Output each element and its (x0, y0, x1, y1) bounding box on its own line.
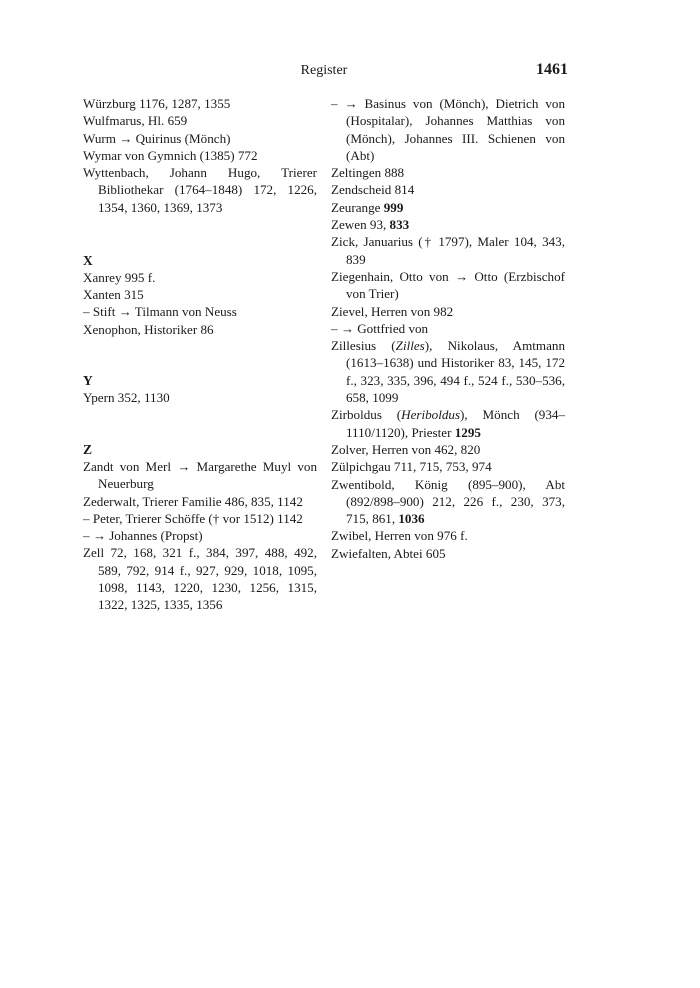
index-entry (331, 216, 565, 233)
index-entry: – → Johannes (Propst) (83, 528, 203, 544)
index-entry: Ziegenhain, Otto von → Otto (Erzbischof von Trier) (331, 268, 565, 302)
page-number: 1461 (536, 61, 568, 78)
entry-text: Zillesius ( (331, 338, 396, 354)
section-letter-x: X (83, 252, 93, 268)
index-column-right (331, 95, 565, 562)
index-entry: Xanrey 995 f. (83, 269, 156, 285)
index-entry: Xanten 315 (83, 287, 144, 303)
bold-page-ref: 833 (389, 217, 410, 233)
section-letter-y: Y (83, 373, 93, 389)
entry-text: Zwentibold, König (895–900), Abt (892/898–900) 212, 226 f., 230, 373, 715, 861, (331, 476, 565, 527)
index-entry: Zell 72, 168, 321 f., 384, 397, 488, 492, 589, 792, 914 f., 927, 929, 1018, 1095, 1098, 1143, 1220, 1230, 1256, 1315, 1322, 1325, 1335, 1356 (83, 545, 317, 613)
entry-text: Zeurange (331, 199, 384, 215)
running-head (0, 61, 700, 83)
entry-text: Zewen 93, (331, 217, 390, 233)
index-entry (331, 337, 565, 406)
index-entry: Xenophon, Historiker 86 (83, 321, 214, 337)
entry-text: ), Nikolaus, Amtmann (1613–1638) und Historiker 83, 145, 172 f., 323, 335, 396, 494 f., 524 f., 530–536, 658, 1099 (346, 338, 565, 406)
running-head-title: Register (300, 63, 348, 78)
index-entry: Zolver, Herren von 462, 820 (331, 441, 481, 457)
section-spacer (83, 407, 317, 441)
bold-page-ref: 999 (383, 199, 404, 215)
index-entry: Wulfmarus, Hl. 659 (83, 113, 188, 129)
index-entry: Wyttenbach, Johann Hugo, Trierer Bibliothekar (1764–1848) 172, 1226, 1354, 1360, 1369, 1373 (83, 165, 317, 215)
index-entry: – Stift → Tilmann von Neuss (83, 304, 237, 320)
index-entry: – Peter, Trierer Schöffe († vor 1512) 1142 (83, 510, 303, 526)
section-spacer (83, 216, 317, 252)
index-entry: Wurm → Quirinus (Mönch) (83, 130, 231, 146)
index-entry: Zendscheid 814 (331, 182, 415, 198)
section-spacer (83, 338, 317, 372)
index-entry (331, 476, 565, 528)
index-entry: Zick, Januarius († 1797), Maler 104, 343, 839 (331, 234, 565, 267)
index-entry (331, 199, 565, 216)
italic-name-variant: Zilles (395, 338, 425, 354)
index-entry: Zwiefalten, Abtei 605 (331, 545, 446, 561)
index-entry: Zederwalt, Trierer Familie 486, 835, 1142 (83, 493, 303, 509)
index-entry: Zandt von Merl → Margarethe Muyl von Neuerburg (83, 458, 317, 492)
entry-text: Zirboldus ( (331, 407, 402, 423)
index-entry: Zwibel, Herren von 976 f. (331, 528, 468, 544)
italic-name-variant: Heriboldus (401, 407, 461, 423)
index-column-left (83, 95, 317, 614)
index-entry (331, 406, 565, 441)
index-entry: Wymar von Gymnich (1385) 772 (83, 147, 258, 163)
bold-page-ref: 1295 (454, 424, 481, 440)
bold-page-ref: 1036 (398, 511, 425, 527)
index-entry: Würzburg 1176, 1287, 1355 (83, 96, 231, 111)
index-entry: Zievel, Herren von 982 (331, 303, 454, 319)
section-letter-z: Z (83, 441, 93, 457)
index-entry: – → Basinus von (Mönch), Dietrich von (Hospitalar), Johannes Matthias von (Mönch), Johannes III. Schienen von (Abt) (331, 96, 565, 163)
entry-text: ), Mönch (934–1110/1120), Priester (346, 407, 565, 440)
index-entry: Zeltingen 888 (331, 165, 405, 181)
index-entry: Zülpichgau 711, 715, 753, 974 (331, 459, 492, 475)
index-entry: Ypern 352, 1130 (83, 390, 170, 406)
index-entry: – → Gottfried von (331, 320, 429, 336)
